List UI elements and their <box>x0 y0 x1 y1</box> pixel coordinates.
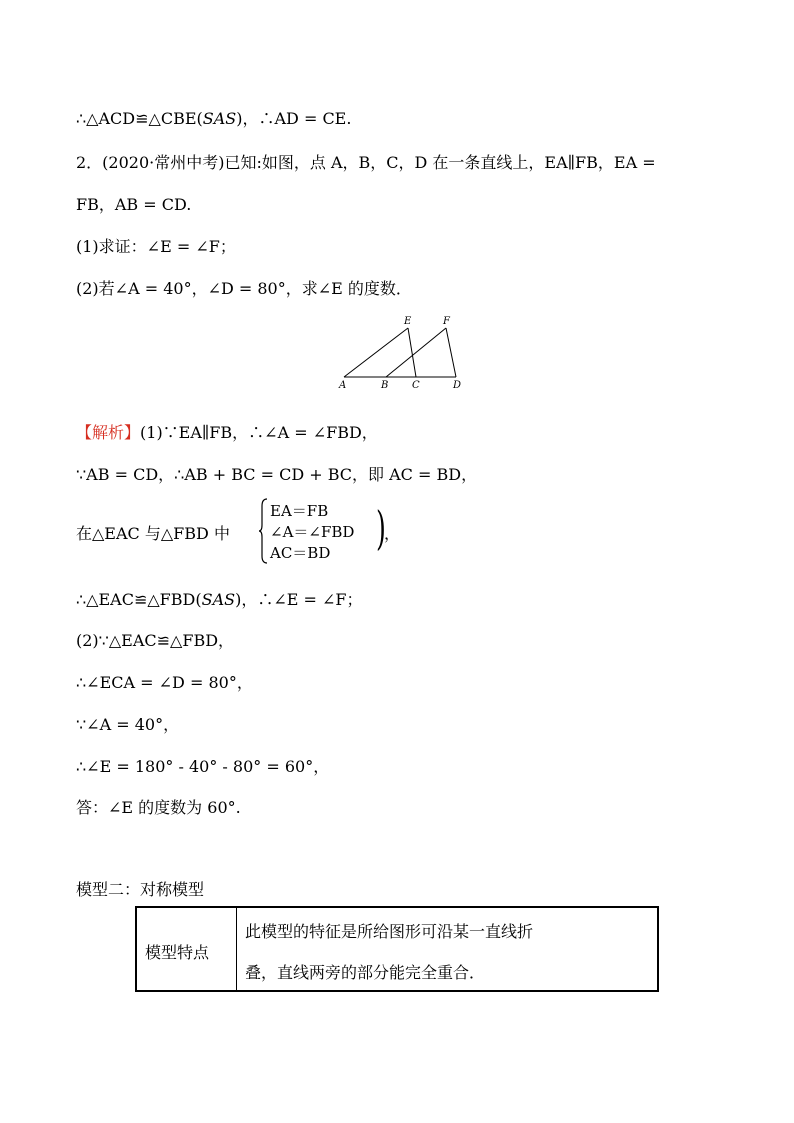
label-d: D <box>453 380 462 391</box>
system-row-1: EA＝FB <box>270 502 329 520</box>
label-e: E <box>404 316 412 327</box>
label-c: C <box>412 380 420 391</box>
sas-abbr: SAS <box>201 590 236 609</box>
problem-2-line-1: 2．(2020·常州中考)已知:如图，点 A，B，C，D 在一条直线上，EA∥FB，EA = <box>76 153 656 172</box>
system-trailing-comma: ， <box>384 524 401 543</box>
solution-line-4 <box>76 587 363 610</box>
table-label-cell <box>137 908 237 990</box>
segment-ae <box>344 328 408 377</box>
text: )，∴AD = CE. <box>236 109 352 128</box>
solution-line-6: ∴∠ECA = ∠D = 80°， <box>76 673 253 692</box>
solution-answer: 答：∠E 的度数为 60°. <box>76 798 241 817</box>
system-row-2: ∠A＝∠FBD <box>270 523 355 541</box>
system-row-3: AC＝BD <box>270 544 331 562</box>
left-brace <box>258 498 268 564</box>
text: (1)∵EA∥FB，∴∠A = ∠FBD， <box>140 423 378 442</box>
solution-line-5: (2)∵△EAC≌△FBD， <box>76 631 235 650</box>
table-content-line-2: 叠，直线两旁的部分能完全重合． <box>245 963 486 982</box>
solution-line-8: ∴∠E = 180° - 40° - 80° = 60°， <box>76 757 330 776</box>
text: )，∴∠E = ∠F； <box>235 590 363 609</box>
geometry-figure <box>336 312 466 394</box>
proof-conclusion-line <box>76 106 351 129</box>
text: ∴△EAC≌△FBD( <box>76 590 202 609</box>
solution-tag: 【解析】 <box>76 423 141 442</box>
model-table <box>135 906 659 992</box>
segment-ec <box>408 328 416 377</box>
segment-bf <box>386 328 446 377</box>
label-a: A <box>339 380 347 391</box>
solution-line-2: ∵AB = CD，∴AB + BC = CD + BC，即 AC = BD， <box>76 465 478 484</box>
model-heading: 模型二：对称模型 <box>76 880 205 899</box>
label-b: B <box>381 380 389 391</box>
solution-line-1 <box>76 420 378 443</box>
label-f: F <box>443 316 450 327</box>
table-content-line-1: 此模型的特征是所给图形可沿某一直线折 <box>245 922 534 941</box>
problem-2-part-2: (2)若∠A = 40°，∠D = 80°，求∠E 的度数． <box>76 279 412 298</box>
solution-line-7: ∵∠A = 40°， <box>76 715 180 734</box>
problem-2-line-2: FB，AB = CD. <box>76 195 192 214</box>
text: ∴△ACD≌△CBE( <box>76 109 203 128</box>
sas-abbr: SAS <box>202 109 237 128</box>
segment-fd <box>446 328 456 377</box>
problem-2-part-1: (1)求证：∠E = ∠F； <box>76 237 236 256</box>
table-label: 模型特点 <box>145 943 210 962</box>
solution-line-3: 在△EAC 与△FBD 中 <box>76 524 230 543</box>
right-paren: ) <box>376 501 386 555</box>
